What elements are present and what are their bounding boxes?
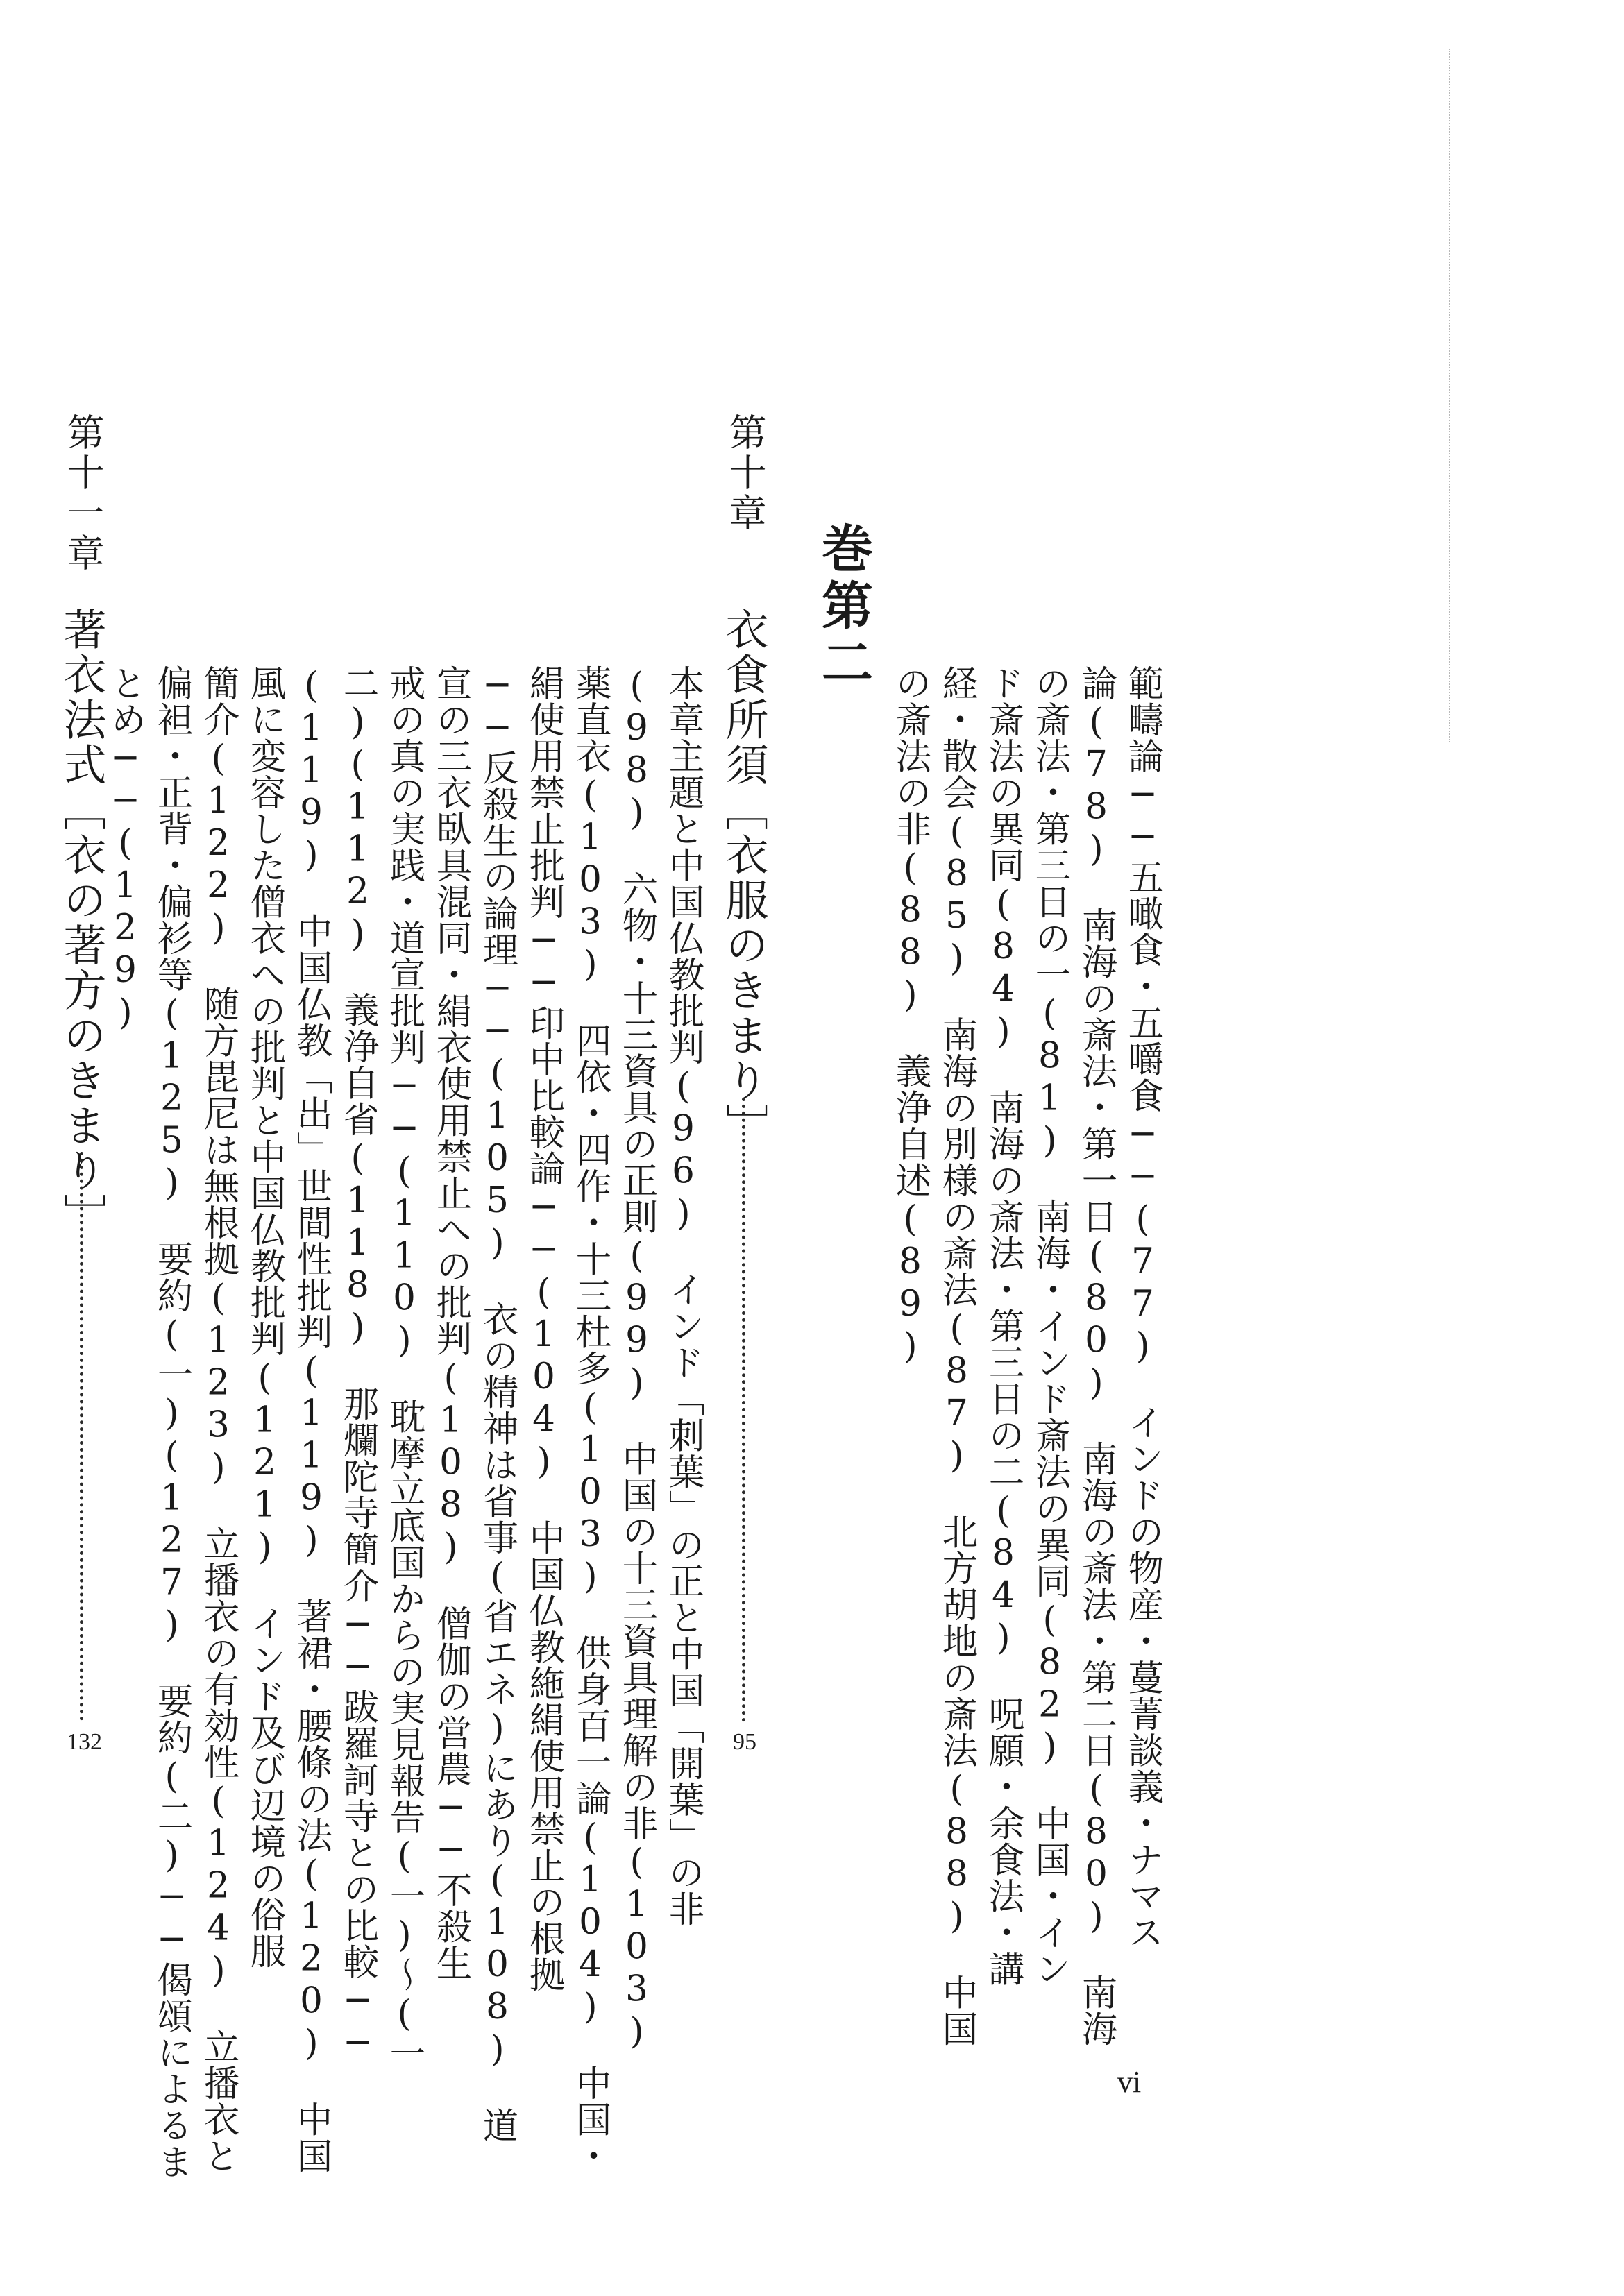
chapter-11-leader <box>80 1152 83 1721</box>
chapter-10-title: 衣食所須［衣服のきまり］ <box>718 607 769 1148</box>
volume-intro-line: 経・散会(85) 南海の別様の斎法(87) 北方胡地の斎法(88) 中国 <box>936 665 978 2047</box>
chapter-10-line: 戒の真の実践・道宣批判──(110) 耽摩立底国からの実見報告(一)〜(一 <box>383 665 425 2072</box>
chapter-10-line: (119) 中国仏教「出」世間性批判(119) 著裙・腰條の法(120) 中国 <box>290 665 332 2174</box>
chapter-10-line: 簡介(122) 随方毘尼は無根拠(123) 立播衣の有効性(124) 立播衣と <box>197 665 239 2174</box>
chapter-11-label: 第十一章 <box>61 413 105 574</box>
chapter-10-line: 薬直衣(103) 四依・四作・十三杜多(103) 供身百一論(104) 中国・ <box>569 665 611 2174</box>
chapter-10-line: 二)(112) 義浄自省(118) 那爛陀寺簡介──跋羅訶寺との比較── <box>337 665 379 2065</box>
volume-intro-line: ド斎法の異同(84) 南海の斎法・第三日の二(84) 呪願・余食法・講 <box>982 665 1024 1987</box>
chapter-10-line: ──反殺生の論理──(105) 衣の精神は省事(省エネ)にあり(108) 道 <box>476 665 518 2143</box>
chapter-10-line: とめ──(129) <box>104 665 146 1034</box>
chapter-11-page-number: 132 <box>67 1729 102 1755</box>
chapter-10-line: 宣の三衣臥具混同・絹衣使用禁止への批判(108) 僧伽の営農──不殺生 <box>430 665 472 1981</box>
volume-intro-line: 論(78) 南海の斎法・第一日(80) 南海の斎法・第二日(80) 南海 <box>1075 665 1117 2047</box>
chapter-10-line: 偏袒・正背・偏衫等(125) 要約(一)(127) 要約(二)──偈頌によるま <box>151 665 193 2180</box>
chapter-11-title: 著衣法式［衣の著方のきまり］ <box>56 607 107 1239</box>
scan-edge-mark <box>1449 49 1450 742</box>
chapter-10-line: 絹使用禁止批判──印中比較論──(104) 中国仏教絁絹使用禁止の根拠 <box>523 665 565 1993</box>
chapter-10-line: 風に変容した僧衣への批判と中国仏教批判(121) インド及び辺境の俗服 <box>244 665 286 1969</box>
volume-intro-line: 範疇論──五噉食・五嚼食──(77) インドの物産・蔓菁談義・ナマス <box>1122 665 1164 1950</box>
chapter-10-page-number: 95 <box>733 1729 756 1755</box>
volume-intro-line: の斎法・第三日の一(81) 南海・インド斎法の異同(82) 中国・イン <box>1029 665 1071 1987</box>
page-folio: vi <box>1117 2065 1142 2099</box>
chapter-10-label: 第十章 <box>723 413 767 534</box>
chapter-10-line: (98) 六物・十三資具の正則(99) 中国の十三資具理解の非(103) <box>616 665 658 2053</box>
chapter-10-leader <box>742 1098 745 1722</box>
volume-intro-line: の斎法の非(88) 義浄自述(89) <box>889 665 931 1368</box>
chapter-10-line: 本章主題と中国仏教批判(96) インド「刺葉」の正と中国「開葉」の非 <box>662 665 704 1927</box>
volume-title: 巻第二 <box>813 522 873 692</box>
